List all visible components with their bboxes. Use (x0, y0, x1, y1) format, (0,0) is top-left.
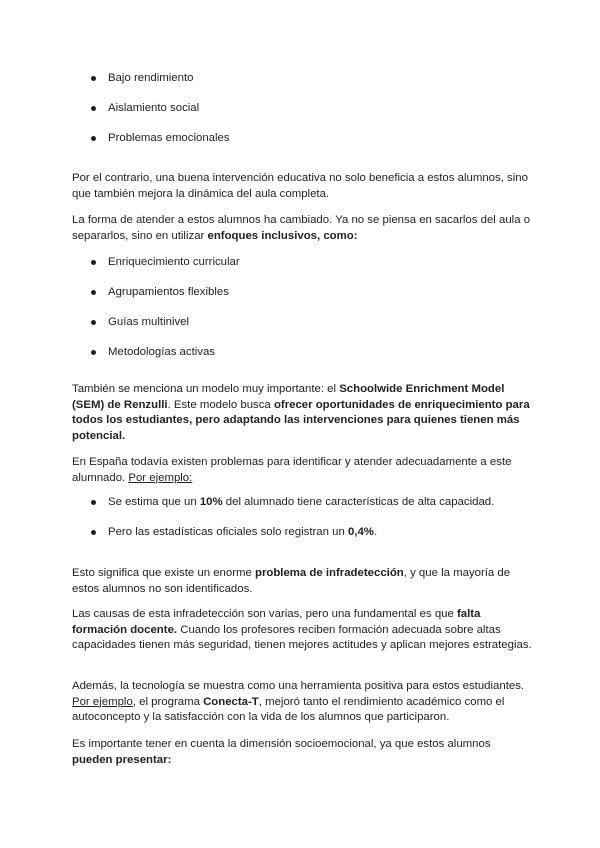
approaches-list (72, 255, 534, 375)
list-item: Enriquecimiento curricular (72, 255, 534, 285)
bullet-icon (91, 530, 96, 535)
bullet-icon (91, 320, 96, 325)
list-item: Metodologías activas (72, 345, 534, 375)
list-item: Pero las estadísticas oficiales solo registran un 0,4%. (72, 525, 534, 555)
bullet-icon (91, 260, 96, 265)
list-item: Guías multinivel (72, 315, 534, 345)
list-item: Agrupamientos flexibles (72, 285, 534, 315)
list-item: Bajo rendimiento (72, 71, 534, 101)
paragraph-socioemotional: Es importante tener en cuenta la dimensión socioemocional, ya que estos alumnos pueden presentar: (72, 738, 491, 766)
bullet-icon (91, 290, 96, 295)
paragraph-training: Las causas de esta infradetección son varias, pero una fundamental es que falta formación docente. Cuando los profesores reciben formación adecuada sobre altas capacidades tienen más seguridad, tienen mejores actitudes y aplican mejores estrategias. (72, 608, 532, 651)
statistics-list (72, 495, 534, 555)
paragraph-technology: Además, la tecnología se muestra como una herramienta positiva para estos estudiantes. Por ejemplo, el programa Conecta-T, mejoró tanto el rendimiento académico como el autoconcepto y la satisfacción con la vida de los alumnos que participaron. (72, 680, 525, 723)
consequences-list (72, 71, 534, 161)
paragraph-infradetection: Esto significa que existe un enorme problema de infradetección, y que la mayoría de estos alumnos no son identificados. (72, 567, 511, 595)
bullet-icon (91, 500, 96, 505)
paragraph-intervention: Por el contrario, una buena intervención educativa no solo beneficia a estos alumnos, sino que también mejora la dinámica del aula completa. (72, 172, 528, 200)
bullet-icon (91, 136, 96, 141)
bullet-icon (91, 350, 96, 355)
list-item: Se estima que un 10% del alumnado tiene características de alta capacidad. (72, 495, 534, 525)
paragraph-inclusive: La forma de atender a estos alumnos ha cambiado. Ya no se piensa en sacarlos del aula o separarlos, sino en utilizar enfoques inclusivos, como: (72, 214, 531, 242)
bullet-icon (91, 76, 96, 81)
paragraph-spain: En España todavía existen problemas para identificar y atender adecuadamente a este alumnado. Por ejemplo: (72, 456, 512, 484)
bullet-icon (91, 106, 96, 111)
list-item: Problemas emocionales (72, 131, 534, 161)
list-item: Aislamiento social (72, 101, 534, 131)
paragraph-sem-model: También se menciona un modelo muy importante: el Schoolwide Enrichment Model (SEM) de Renzulli. Este modelo busca ofrecer oportunidades de enriquecimiento para todos los estudiantes, pero adaptando las intervenciones para quienes tienen más potencial. (72, 383, 530, 442)
